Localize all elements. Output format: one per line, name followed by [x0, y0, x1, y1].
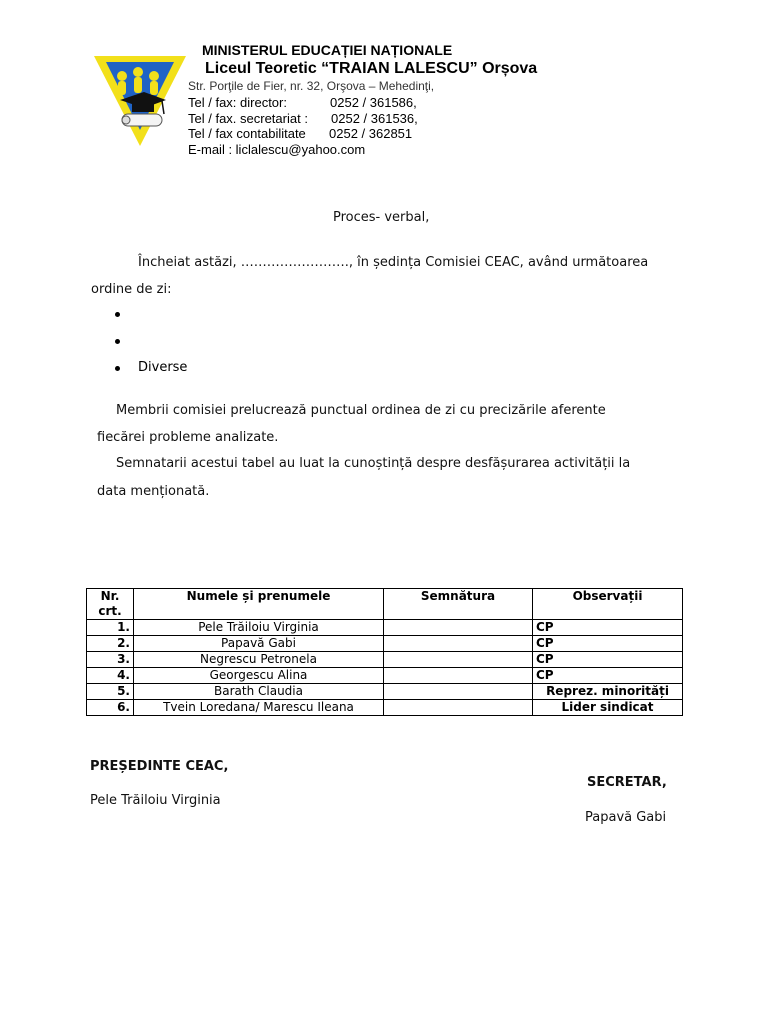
- header-observations: Observații: [533, 589, 683, 620]
- document-title: Proces- verbal,: [333, 210, 430, 225]
- paragraph-1-line-2: fiecărei probleme analizate.: [97, 430, 279, 445]
- agenda-item: Diverse: [115, 359, 187, 386]
- cell-observations: CP: [533, 652, 683, 668]
- cell-name: Georgescu Alina: [134, 668, 384, 684]
- cell-nr: 6.: [87, 700, 134, 716]
- contact-value: 0252 / 361586,: [330, 95, 417, 110]
- cell-observations: CP: [533, 668, 683, 684]
- cell-nr: 5.: [87, 684, 134, 700]
- contact-secretariat: [188, 111, 418, 126]
- cell-name: Tvein Loredana/ Marescu Ileana: [134, 700, 384, 716]
- cell-signature: [384, 668, 533, 684]
- cell-observations: CP: [533, 636, 683, 652]
- cell-signature: [384, 684, 533, 700]
- cell-name: Papavă Gabi: [134, 636, 384, 652]
- cell-signature: [384, 700, 533, 716]
- contact-label: Tel / fax. secretariat :: [188, 111, 308, 126]
- intro-line-1: Încheiat astăzi, ……………………., în ședința Comisiei CEAC, având următoarea: [138, 255, 649, 270]
- table-row: [87, 684, 683, 700]
- president-title: PREȘEDINTE CEAC,: [90, 759, 229, 774]
- header-name: Numele și prenumele: [134, 589, 384, 620]
- table-header-row: [87, 589, 683, 620]
- contact-email: E-mail : liclalescu@yahoo.com: [188, 142, 366, 157]
- secretary-name: Papavă Gabi: [585, 810, 667, 825]
- cell-signature: [384, 620, 533, 636]
- cell-observations: Reprez. minorități: [533, 684, 683, 700]
- agenda-list: [115, 305, 187, 386]
- cell-nr: 1.: [87, 620, 134, 636]
- cell-nr: 4.: [87, 668, 134, 684]
- president-name: Pele Trăiloiu Virginia: [90, 793, 221, 808]
- cell-name: Pele Trăiloiu Virginia: [134, 620, 384, 636]
- bullet-icon: [115, 366, 120, 371]
- header-nr: Nr. crt.: [87, 589, 134, 620]
- cell-nr: 2.: [87, 636, 134, 652]
- cell-observations: Lider sindicat: [533, 700, 683, 716]
- intro-line-2: ordine de zi:: [91, 282, 172, 297]
- contact-value: 0252 / 361536,: [331, 111, 418, 126]
- contact-label: Tel / fax contabilitate: [188, 126, 306, 141]
- bullet-icon: [115, 312, 120, 317]
- paragraph-2-line-1: Semnatarii acestui tabel au luat la cunoștință despre desfășurarea activității la: [116, 456, 631, 471]
- bullet-icon: [115, 339, 120, 344]
- table-row: [87, 620, 683, 636]
- header-signature: Semnătura: [384, 589, 533, 620]
- table-row: [87, 636, 683, 652]
- cell-name: Barath Claudia: [134, 684, 384, 700]
- paragraph-2-line-2: data menționată.: [97, 484, 210, 499]
- cell-signature: [384, 652, 533, 668]
- table-row: [87, 652, 683, 668]
- contact-accounting: [188, 126, 412, 141]
- contact-value: 0252 / 362851: [329, 126, 413, 141]
- school-address: Str. Porţile de Fier, nr. 32, Orşova – Mehedinţi,: [188, 79, 435, 93]
- agenda-item: [115, 332, 187, 359]
- cell-observations: CP: [533, 620, 683, 636]
- table-row: [87, 668, 683, 684]
- contact-label: Tel / fax: director:: [188, 95, 287, 110]
- cell-nr: 3.: [87, 652, 134, 668]
- agenda-item: [115, 305, 187, 332]
- paragraph-1-line-1: Membrii comisiei prelucrează punctual ordinea de zi cu precizările aferente: [116, 403, 606, 418]
- cell-name: Negrescu Petronela: [134, 652, 384, 668]
- school-logo-icon: [92, 52, 188, 148]
- members-table: [86, 588, 683, 716]
- contact-director: [188, 95, 417, 110]
- secretary-title: SECRETAR,: [587, 775, 667, 790]
- cell-signature: [384, 636, 533, 652]
- school-name: Liceul Teoretic “TRAIAN LALESCU” Orșova: [205, 60, 538, 77]
- ministry-name: MINISTERUL EDUCAȚIEI NAȚIONALE: [202, 42, 453, 58]
- table-row: [87, 700, 683, 716]
